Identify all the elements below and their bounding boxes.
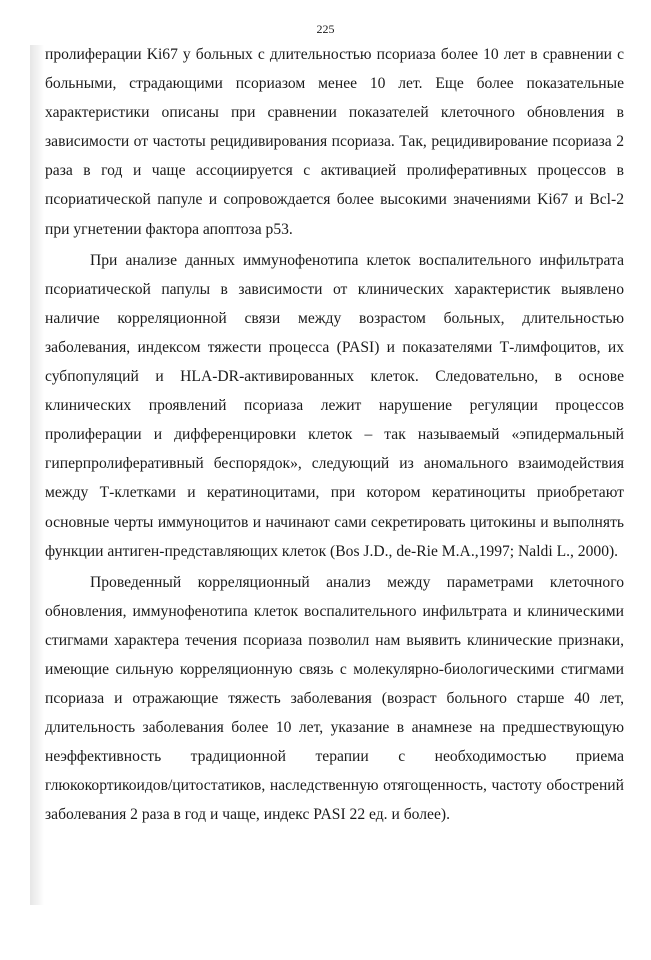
body-text bbox=[45, 40, 624, 830]
paragraph-3: Проведенный корреляционный анализ между параметрами клеточного обновления, иммунофенотипа клеток воспалительного инфильтрата и клиническими стигмами характера течения псориаза позволил нам выявить клинические признаки, имеющие сильную корреляционную связь с молекулярно-биологическими стигмами псориаза и отражающие тяжесть заболевания (возраст больного старше 40 лет, длительность заболевания более 10 лет, указание в анамнезе на предшествующую неэффективность традиционной терапии с необходимостью приема глюкокортикоидов/цитостатиков, наследственную отягощенность, частоту обострений заболевания 2 раза в год и чаще, индекс PASI 22 ед. и более). bbox=[45, 573, 624, 824]
page-number: 225 bbox=[316, 22, 335, 36]
paragraph-2: При анализе данных иммунофенотипа клеток воспалительного инфильтрата псориатической папулы в зависимости от клинических характеристик выявлено наличие корреляционной связи между возрастом больных, длительностью заболевания, индексом тяжести процесса (PASI) и показателями Т-лимфоцитов, их субпопуляций и HLA-DR-активированных клеток. Следовательно, в основе клинических проявлений псориаза лежит нарушение регуляции процессов пролиферации и дифференцировки клеток – так называемый «эпидермальный гиперпролиферативный беспорядок», следующий из аномального взаимодействия между Т-клетками и кератиноцитами, при котором кератиноциты приобретают основные черты иммуноцитов и начинают сами секретировать цитокины и выполнять функции антиген-представляющих клеток (Bos J.D., de-Rie M.A.,1997; Naldi L., 2000). bbox=[45, 251, 624, 560]
paragraph-1: пролиферации Ki67 у больных с длительностью псориаза более 10 лет в сравнении с больными, страдающими псориазом менее 10 лет. Еще более показательные характеристики описаны при сравнении показателей клеточного обновления в зависимости от частоты рецидивирования псориаза. Так, рецидивирование псориаза 2 раза в год и чаще ассоциируется с активацией пролиферативных процессов в псориатической папуле и сопровождается более высокими значениями Ki67 и Bcl-2 при угнетении фактора апоптоза p53. bbox=[45, 46, 624, 238]
scan-binding-shadow bbox=[30, 45, 44, 905]
